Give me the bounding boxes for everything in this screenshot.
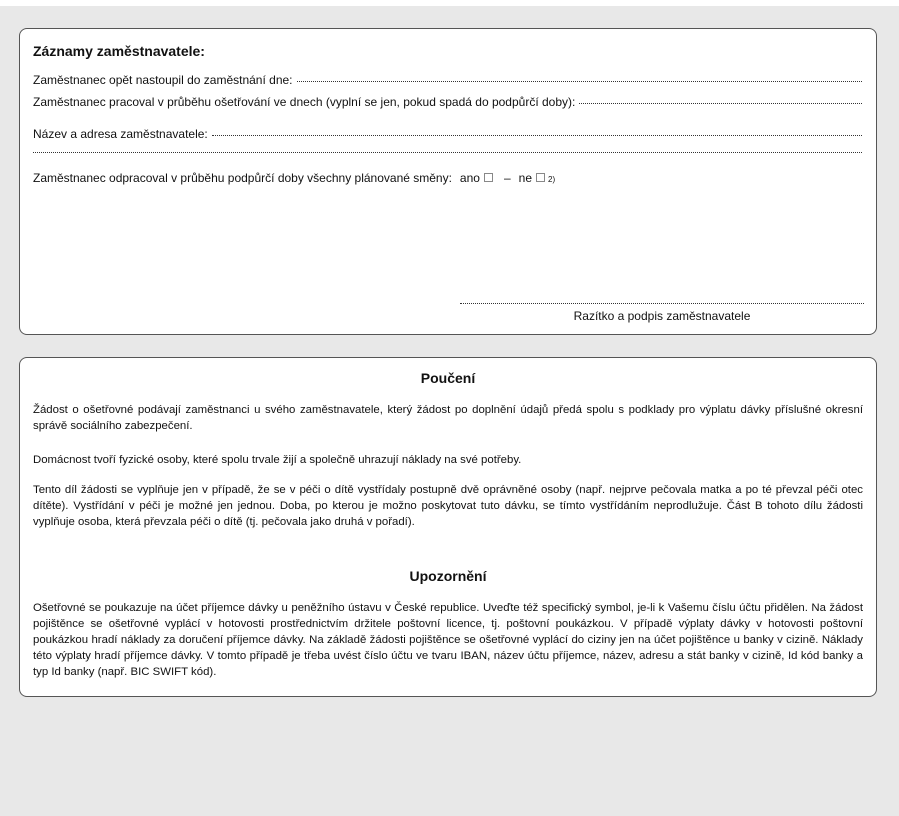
employer-records-box (19, 28, 877, 335)
employer-address-label: Název a adresa zaměstnavatele: (33, 127, 208, 141)
employer-address-field-2[interactable] (33, 153, 862, 155)
instructions-paragraph-1: Žádost o ošetřovné podávají zaměstnanci u svého zaměstnavatele, který žádost po doplnění údajů předá spolu s podklady pro výplatu dávky příslušné okresní správě sociálního zabezpečení. (33, 404, 863, 432)
return-date-label: Zaměstnanec opět nastoupil do zaměstnání dne: (33, 73, 293, 87)
employer-address-dotted-line-2 (33, 151, 862, 153)
instructions-paragraph-3: Tento díl žádosti se vyplňuje jen v případě, že se v péči o dítě vystřídaly postupně dvě oprávněné osoby (např. nejprve pečovala matka a po té převzal péči otec dítěte). Vystřídání v péči je možné jen jednou. Doba, po kterou je možno poskytovat tuto dávku, se tímto vystřídáním neprodlužuje. Část B tohoto dílu žádosti vyplňuje osoba, která převzala péči o dítě (tj. pečovala jako druhá v pořadí). (33, 484, 863, 528)
worked-days-dotted-line (579, 102, 862, 104)
no-checkbox[interactable] (536, 173, 545, 182)
worked-days-field[interactable] (33, 95, 862, 109)
employer-address-dotted-line (212, 134, 862, 136)
no-label: ne (518, 171, 532, 185)
warning-paragraph: Ošetřovné se poukazuje na účet příjemce dávky u peněžního ústavu v České republice. Uveďte též specifický symbol, je-li k Vašemu číslu účtu přidělen. Na žádost pojištěnce se ošetřovné vyplácí v hotovosti prostřednictvím držitele poštovní licence, tj. poštovní poukázkou. V případě výplaty dávky v hotovosti poštovní poukázkou hradí náklady za doručení příjemce dávky. Na základě žádosti pojištěnce se ošetřovné vyplácí do ciziny jen na účet pojištěnce u banky v cizině. Náklady této výplaty hradí příjemce dávky. V tomto případě je třeba uvést číslo účtu ve tvaru IBAN, název účtu příjemce, název, adresu a stát banky v cizině, Id kód banky a typ Id banky (např. BIC SWIFT kód). (33, 602, 863, 678)
worked-days-label: Zaměstnanec pracoval v průběhu ošetřování ve dnech (vyplní se jen, pokud spadá do podpůrčí doby): (33, 95, 576, 109)
instructions-box (19, 357, 877, 697)
warning-title: Upozornění (409, 568, 487, 584)
dash-separator: – (503, 171, 511, 185)
signature-line[interactable] (460, 302, 864, 304)
employer-address-field[interactable] (33, 127, 862, 141)
instructions-title: Poučení (420, 370, 476, 386)
instructions-paragraph-2: Domácnost tvoří fyzické osoby, které spolu trvale žijí a společně uhrazují náklady na své potřeby. (33, 454, 522, 466)
employer-records-title: Záznamy zaměstnavatele: (33, 43, 205, 59)
shifts-label: Zaměstnanec odpracoval v průběhu podpůrčí doby všechny plánované směny: (33, 171, 452, 185)
signature-caption: Razítko a podpis zaměstnavatele (573, 309, 751, 323)
yes-checkbox[interactable] (484, 173, 493, 182)
shifts-row (33, 171, 862, 185)
return-date-field[interactable] (33, 73, 862, 87)
footnote-mark: 2) (548, 175, 556, 184)
yes-label: ano (459, 171, 480, 185)
top-strip (0, 0, 899, 6)
return-date-dotted-line (297, 80, 863, 82)
